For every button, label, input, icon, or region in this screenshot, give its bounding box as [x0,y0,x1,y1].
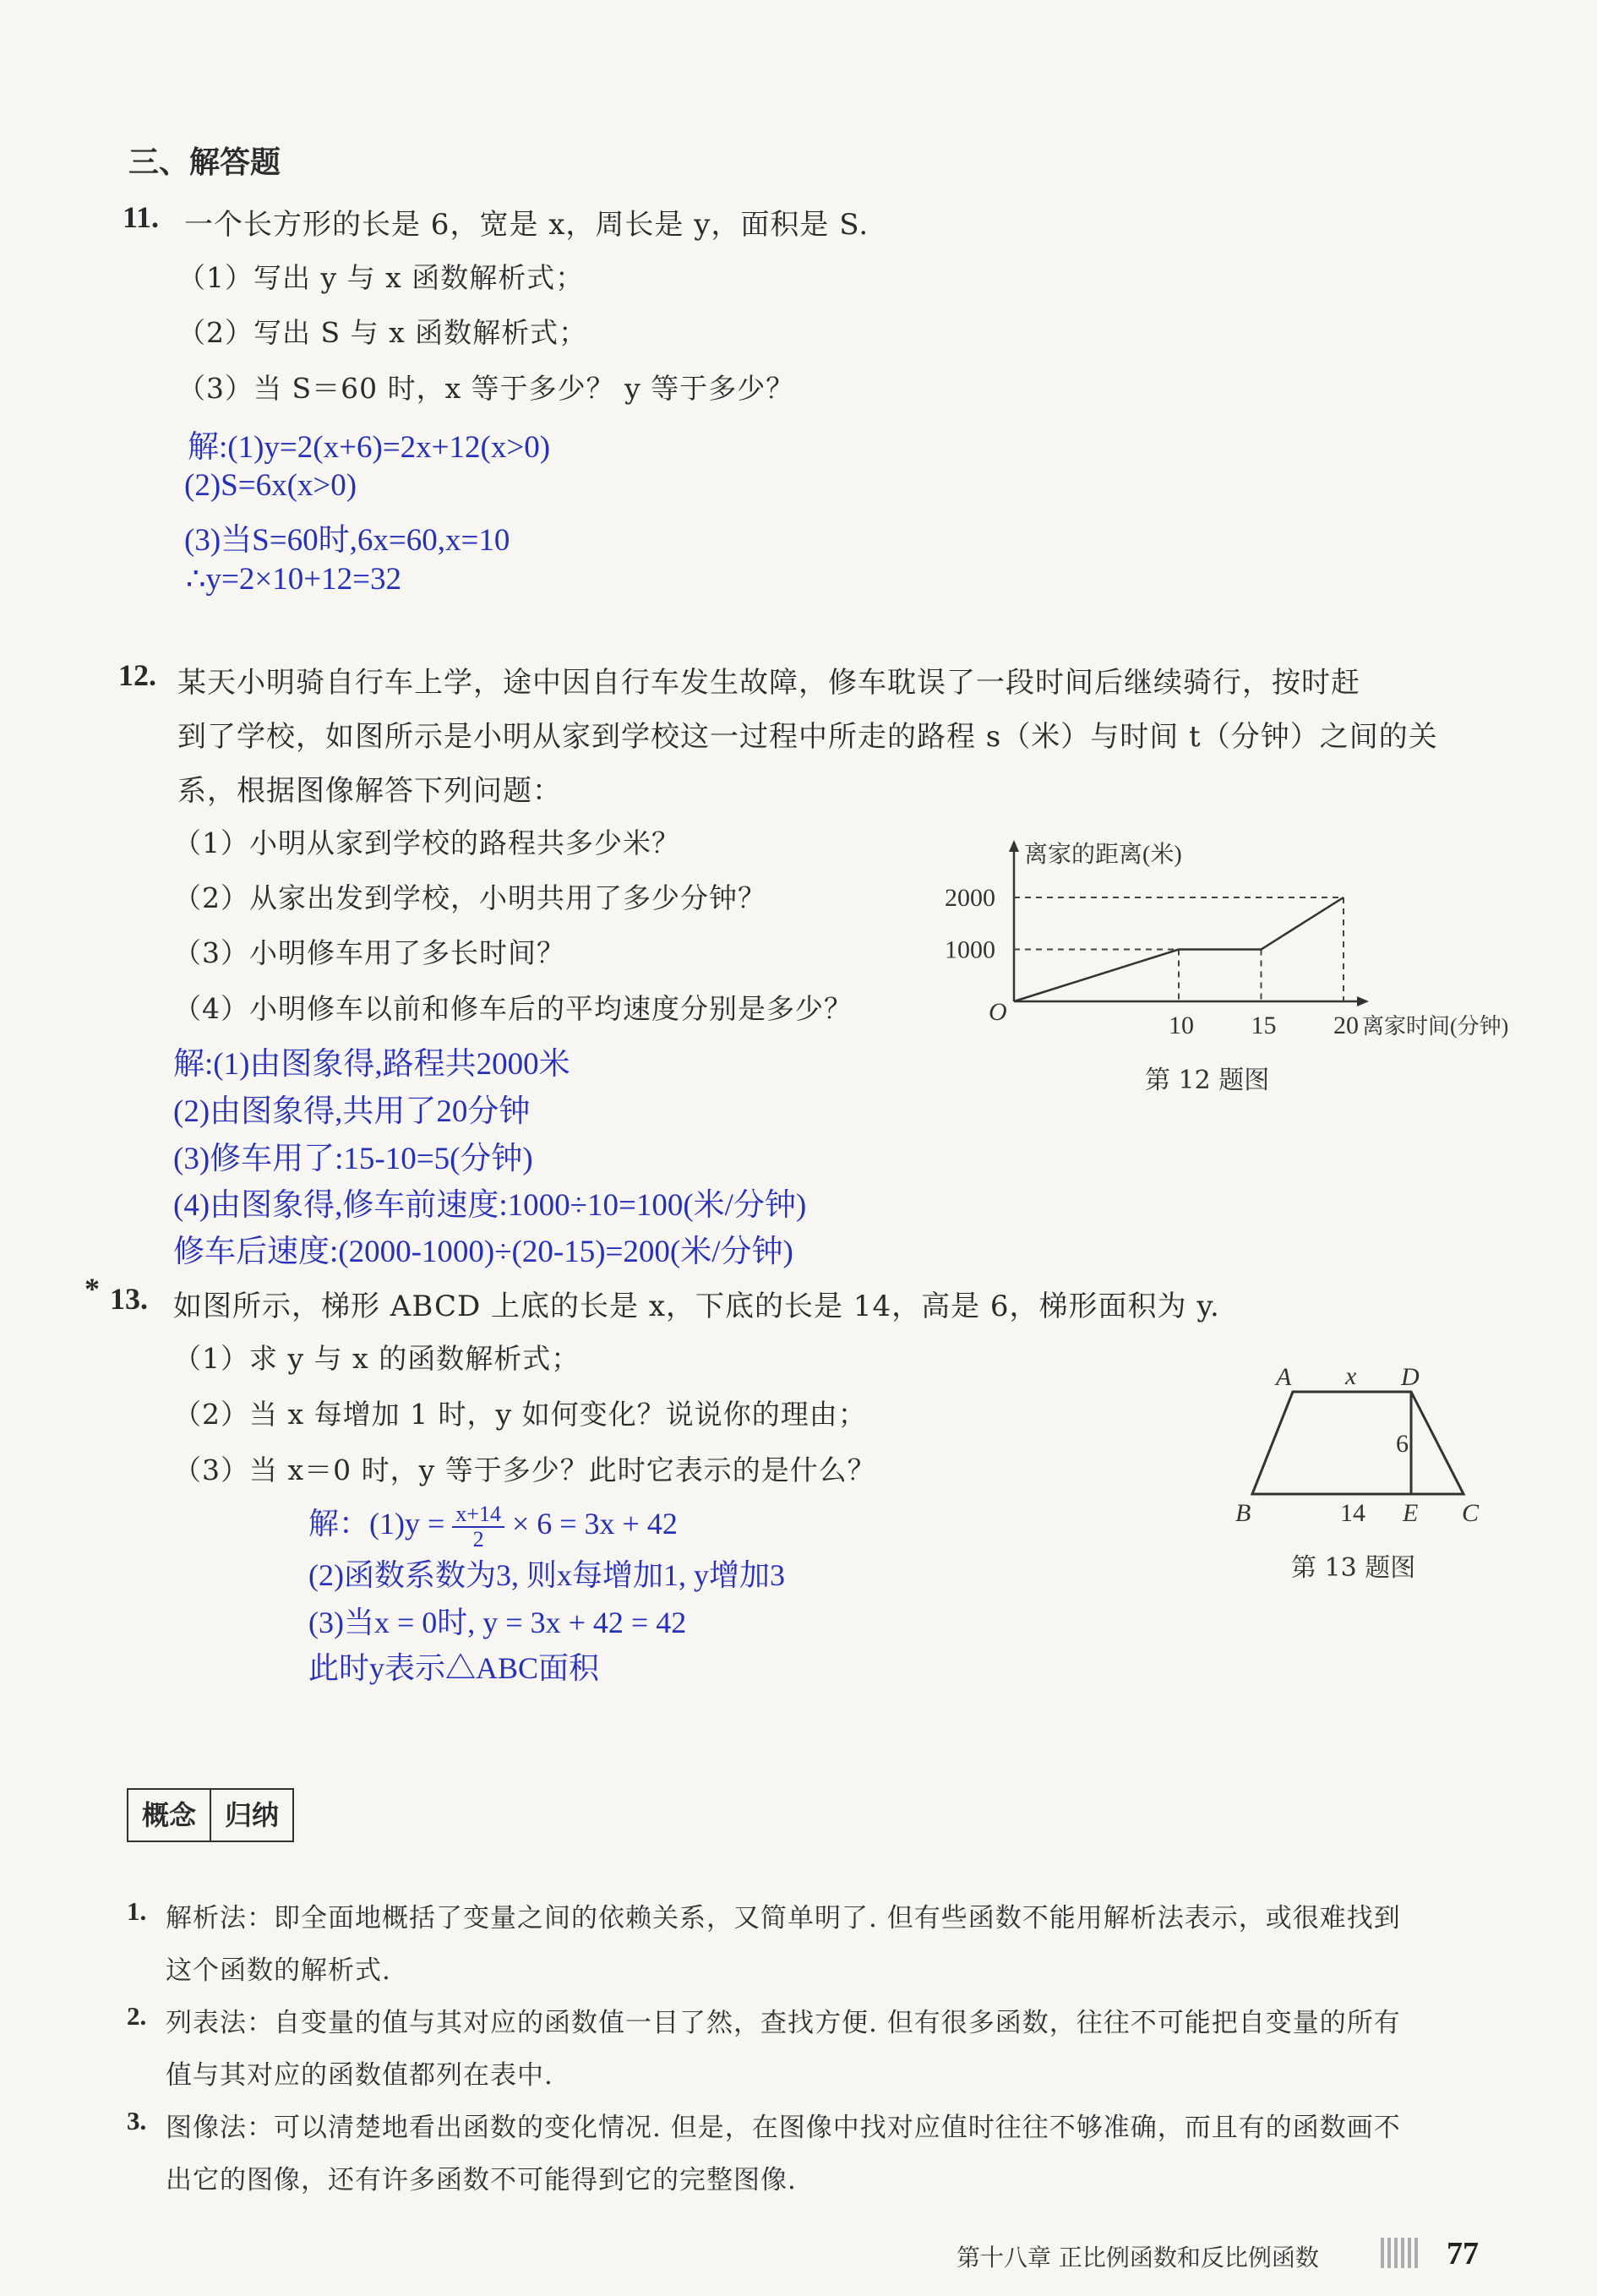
q13-answer-fraction-den: 2 [472,1526,484,1552]
q12-line-3: 系，根据图像解答下列问题： [177,774,562,808]
q13-answer-line-4: 此时y表示△ABC面积 [308,1651,600,1685]
q12-figure-caption: 第 12 题图 [1145,1066,1270,1095]
x-tick-label-15: 15 [1251,1012,1277,1039]
q13-number: 13. [110,1282,148,1316]
trapezoid-abcd [1252,1392,1463,1494]
q13-answer-fraction-num: x+14 [452,1502,504,1528]
q12-number: 12. [118,658,156,692]
concept-item-1-number: 1. [127,1896,147,1926]
concept-item-2-number: 2. [127,2001,147,2031]
q13-answer-fraction [452,1502,504,1552]
vertex-a-label: A [1276,1363,1292,1391]
q13-figure-caption: 第 13 题图 [1291,1553,1416,1583]
page-number: 77 [1447,2236,1479,2271]
q12-answer-line-1: 解:(1)由图象得,路程共2000米 [173,1047,570,1082]
concept-tag-left: 概念 [141,1799,196,1831]
q12-line-1: 某天小明骑自行车上学，途中因自行车发生故障，修车耽误了一段时间后继续骑行，按时赶 [177,666,1360,700]
q12-answer-line-3: (3)修车用了:15-10=5(分钟) [173,1142,533,1176]
origin-label: O [989,998,1007,1026]
x-tick-label-20: 20 [1333,1012,1359,1039]
q13-answer-line-1-suffix: × 6 = 3x + 42 [511,1507,678,1541]
q12-distance-time-chart [921,837,1513,1056]
concept-item-3-number: 3. [127,2106,147,2135]
concept-item-3-line-1: 图像法：可以清楚地看出函数的变化情况. 但是，在图像中找对应值时往往不够准确，而且有的函数画不 [166,2113,1401,2143]
q11-answer-line-4: ∴y=2×10+12=32 [186,562,402,597]
q11-text: 一个长方形的长是 6，宽是 x，周长是 y，面积是 S. [184,208,869,242]
footer-chapter-title: 第十八章 正比例函数和反比例函数 [957,2244,1319,2271]
q12-answer-line-5: 修车后速度:(2000-1000)÷(20-15)=200(米/分钟) [173,1235,793,1269]
q13-text: 如图所示，梯形 ABCD 上底的长是 x，下底的长是 14，高是 6，梯形面积为 y. [173,1290,1220,1323]
q11-answer-line-1: 解:(1)y=2(x+6)=2x+12(x>0) [188,430,551,465]
height-label: 6 [1396,1430,1409,1458]
bottom-base-label: 14 [1340,1499,1365,1527]
concept-tag-right: 归纳 [224,1799,279,1831]
q13-part-1: （1）求 y 与 x 的函数解析式； [173,1342,580,1375]
x-tick-label-10: 10 [1169,1012,1194,1039]
q12-part-4: （4）小明修车以前和修车后的平均速度分别是多少？ [173,992,853,1025]
q13-answer-line-1-prefix: 解：(1)y = [308,1507,453,1541]
q13-star-mark: * [84,1272,100,1306]
q12-part-3: （3）小明修车用了多长时间？ [173,936,565,969]
y-tick-label-1000: 1000 [945,935,995,964]
q11-part-1: （1）写出 y 与 x 函数解析式； [177,261,585,294]
vertex-c-label: C [1462,1499,1480,1527]
concept-item-3-line-2: 出它的图像，还有许多函数不可能得到它的完整图像. [166,2165,797,2195]
q12-line-2: 到了学校，如图所示是小明从家到学校这一过程中所走的路程 s（米）与时间 t（分钟）之间的关 [177,720,1438,754]
concept-item-2-line-1: 列表法：自变量的值与其对应的函数值一目了然，查找方便. 但有很多函数，往往不可能把自变量的所有 [166,2008,1401,2038]
x-axis-label: 离家时间(分钟) [1362,1014,1509,1039]
concept-item-1-line-2: 这个函数的解析式. [166,1955,391,1986]
vertex-b-label: B [1235,1499,1251,1527]
q11-part-2: （2）写出 S 与 x 函数解析式； [177,316,588,349]
q11-part-3: （3）当 S＝60 时，x 等于多少？ y 等于多少？ [177,372,795,405]
q13-trapezoid-figure [1225,1352,1504,1538]
concept-item-2-line-2: 值与其对应的函数值都列在表中. [166,2060,553,2091]
y-axis-label: 离家的距离(米) [1024,842,1182,868]
q11-answer-line-2: (2)S=6x(x>0) [184,468,357,503]
q12-part-2: （2）从家出发到学校，小明共用了多少分钟？ [173,881,766,914]
q12-answer-line-2: (2)由图象得,共用了20分钟 [173,1094,531,1129]
section-title: 三、解答题 [128,145,281,180]
concept-summary-tag [127,1788,294,1842]
q13-part-3: （3）当 x＝0 时，y 等于多少？此时它表示的是什么？ [173,1453,876,1486]
q12-answer-line-4: (4)由图象得,修车前速度:1000÷10=100(米/分钟) [173,1188,807,1223]
q13-part-2: （2）当 x 每增加 1 时，y 如何变化？说说你的理由； [173,1398,867,1431]
top-base-label: x [1345,1362,1357,1390]
q13-answer-line-3: (3)当x = 0时, y = 3x + 42 = 42 [308,1606,687,1639]
vertex-e-label: E [1403,1499,1419,1527]
q11-answer-line-3: (3)当S=60时,6x=60,x=10 [184,523,510,558]
y-axis-arrow [1009,840,1019,852]
y-tick-label-2000: 2000 [945,884,995,912]
q13-answer-line-1 [308,1500,678,1552]
concept-item-1-line-1: 解析法：即全面地概括了变量之间的依赖关系，又简单明了. 但有些函数不能用解析法表示，或很难找到 [166,1903,1401,1933]
footer-decorative-bars [1381,2238,1420,2268]
q12-part-1: （1）小明从家到学校的路程共多少米？ [173,826,680,859]
vertex-d-label: D [1401,1363,1420,1391]
x-axis-arrow [1357,996,1369,1006]
q13-answer-line-2: (2)函数系数为3, 则x每增加1, y增加3 [308,1558,785,1592]
q11-number: 11. [123,200,160,234]
